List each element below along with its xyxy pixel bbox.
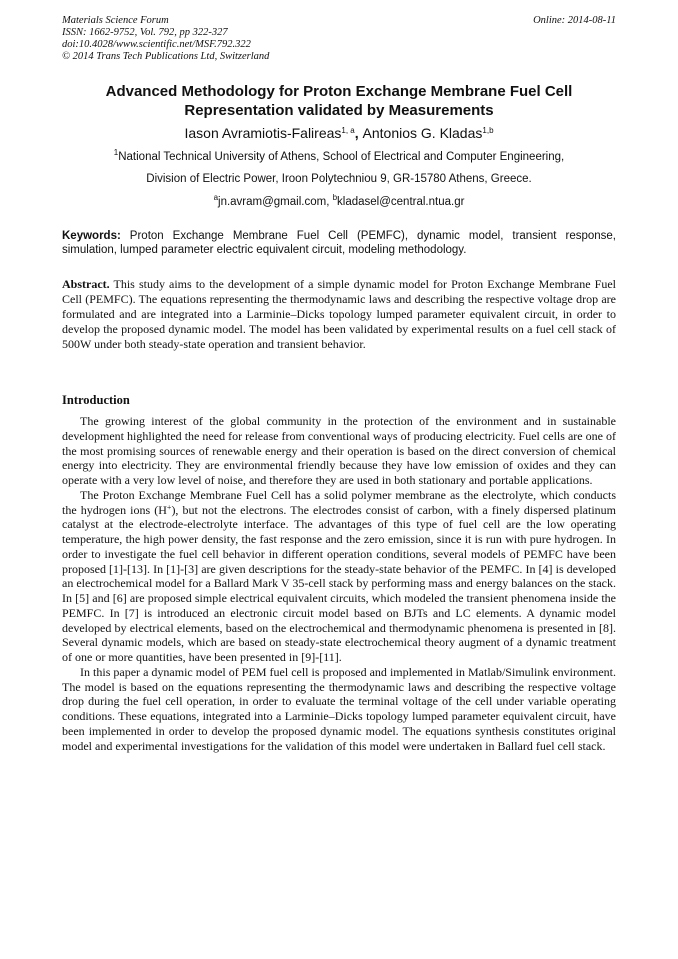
email-mark-b: b [332,193,338,202]
affiliation-mark: 1 [113,148,119,157]
journal-name: Materials Science Forum [62,15,169,26]
author-list [62,124,616,142]
paragraph-1: The growing interest of the global community in the protection of the environment and in sustainable development highlighted the need for release from conventional ways of producing electricity. Fuel cells are one of the most promising sources of renewable energy and their operation is based on the direct conversion of chemical energy into electricity. They are environmental friendly because they have low emission of oxides and they can operate with a very low level of noise, and therefore they are used in both stationary and portable applications. [62,414,616,487]
journal-header [62,15,269,63]
paragraph-3: In this paper a dynamic model of PEM fuel cell is proposed and implemented in Matlab/Simulink environment. The model is based on the equations representing the thermodynamic laws and describing the respective voltage drop during the fuel cell operation, in order to evaluate the terminal voltage of the cell under variable operating conditions. These equations, integrated into a Larminie–Dicks topology lumped parameter equivalent circuit, have been implemented in order to develop the proposed dynamic model. The equations synthesis constitutes original model and experimental investigations for the validation of this model were undertaken in Ballard fuel cell stack. [62,664,616,753]
email-b: kladasel@central.ntua.gr [337,196,465,208]
keywords-text: Proton Exchange Membrane Fuel Cell (PEMFC), dynamic model, transient response, simulation, lumped parameter electric equivalent circuit, modeling methodology. [62,230,616,256]
email-a: jn.avram@gmail.com, [218,196,333,208]
journal-issn: ISSN: 1662-9752, Vol. 792, pp 322-327 [62,27,228,38]
abstract-text: This study aims to the development of a simple dynamic model for Proton Exchange Membrane Fuel Cell (PEMFC). The equations representing the thermodynamic laws and describing the respective voltage drop are formulated and are integrated into a Larminie–Dicks topology lumped parameter equivalent circuit, in order to develop the proposed dynamic model. The model has been validated by experimental results on a fuel cell stack of 500W under both steady-state operation and transient behavior. [62,277,616,351]
hydrogen-ion-charge: + [166,502,172,512]
affiliation-line-2: Division of Electric Power, Iroon Polytechniou 9, GR-15780 Athens, Greece. [146,173,532,185]
introduction-body [62,414,616,753]
paragraph-2: The Proton Exchange Membrane Fuel Cell has a solid polymer membrane as the electrolyte, which conducts the hydrogen ions (H+), but not the electrons. The electrodes consist of carbon, with a finely dispersed platinum catalyst at the electrode-electrolyte interface. The advantages of this type of fuel cell are the low operating temperature, the high power density, the fast response and the zero emission, since it is run with pure hydrogen. In order to investigate the fuel cell behavior in different operation conditions, several models of PEMFC have been proposed [1]-[13]. In [1]-[3] are given descriptions for the steady-state behavior of the PEMFC. In [4] is developed an electrochemical model for a Ballard Mark V 35-cell stack by performing mass and energy balances on the stack. In [5] and [6] are proposed simple electrical equivalent circuits, which modeled the transient phenomena inside the PEMFC. In [7] is introduced an electronic circuit model based on BJTs and LC elements. A dynamic model developed by electrical elements, based on the electrochemical and thermodynamic phenomena is presented in [8]. Several dynamic models, which are based on steady-state electrochemical theory augment of a dynamic treatment of one or more quantities, have been presented in [9]-[11]. [62,487,617,664]
title-line-1: Advanced Methodology for Proton Exchange Membrane Fuel Cell [105,83,573,100]
section-heading-introduction: Introduction [62,393,130,407]
author-1-affiliation-mark: 1, a [341,126,355,135]
email-mark-a: a [213,193,219,202]
abstract-label: Abstract. [62,277,110,291]
author-separator: , [354,125,363,141]
author-1: Iason Avramiotis-Falireas [184,125,342,141]
abstract [62,277,616,352]
online-date: Online: 2014-08-11 [533,15,616,26]
affiliation-line-1: $^1$National Technical University of Athens, School of Electrical and Computer Engineering, [113,148,565,163]
author-2: Antonios G. Kladas [362,125,483,141]
keywords-label: Keywords: [62,230,121,242]
author-emails [62,195,616,209]
paper-title [62,82,616,120]
journal-doi: doi:10.4028/www.scientific.net/MSF.792.322 [62,39,251,50]
title-line-2: Representation validated by Measurements [184,102,494,119]
author-2-affiliation-mark: 1,b [482,126,494,135]
journal-copyright: © 2014 Trans Tech Publications Ltd, Switzerland [62,51,270,62]
keywords [62,229,616,257]
